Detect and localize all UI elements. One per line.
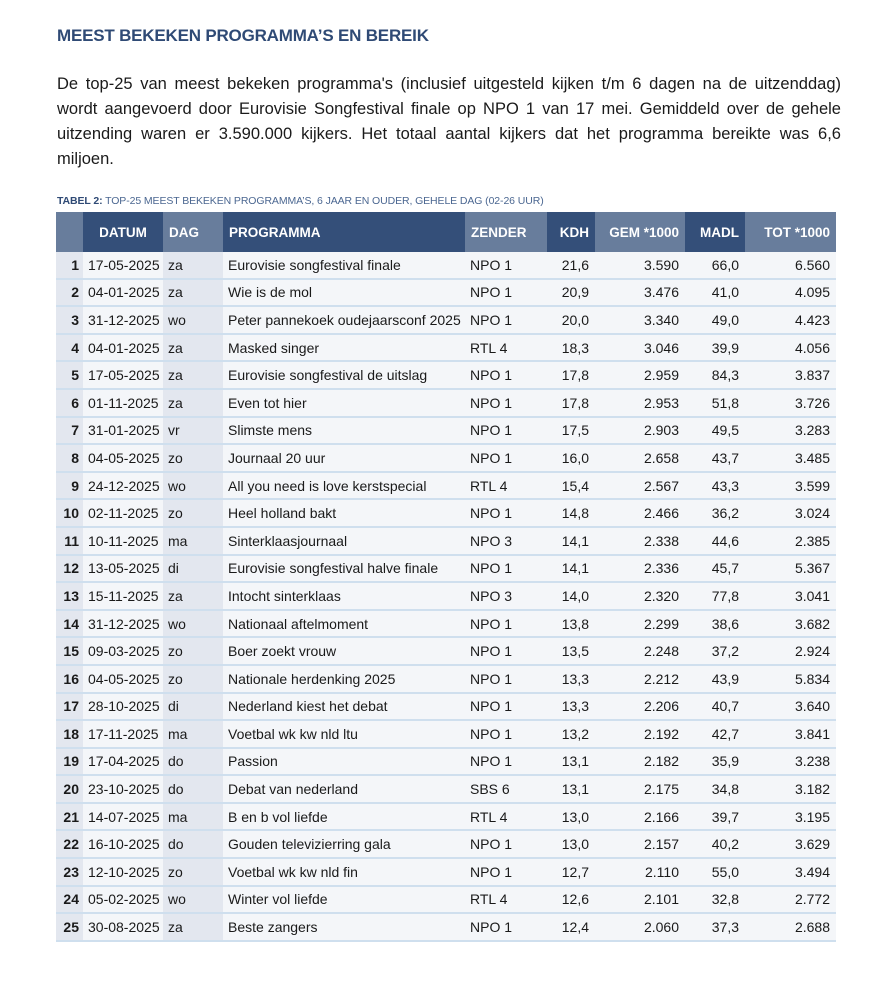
cell-datum: 16-10-2025: [83, 830, 163, 858]
cell-tot: 2.385: [745, 527, 836, 555]
cell-gem: 2.212: [595, 665, 685, 693]
cell-programma: Slimste mens: [223, 417, 465, 445]
cell-rank: 23: [56, 858, 83, 886]
cell-datum: 10-11-2025: [83, 527, 163, 555]
cell-tot: 3.841: [745, 720, 836, 748]
cell-rank: 19: [56, 748, 83, 776]
cell-rank: 20: [56, 775, 83, 803]
cell-datum: 02-11-2025: [83, 499, 163, 527]
cell-gem: 2.959: [595, 361, 685, 389]
col-header-kdh: KDH: [547, 212, 595, 252]
cell-kdh: 13,2: [547, 720, 595, 748]
cell-tot: 3.599: [745, 472, 836, 500]
cell-gem: 2.567: [595, 472, 685, 500]
cell-programma: Heel holland bakt: [223, 499, 465, 527]
cell-dag: zo: [163, 499, 223, 527]
cell-kdh: 17,8: [547, 389, 595, 417]
cell-dag: zo: [163, 444, 223, 472]
intro-paragraph: De top-25 van meest bekeken programma's (inclusief uitgesteld kijken t/m 6 dagen na de uitzenddag) wordt aangevoerd door Eurovisie Songfestival finale op NPO 1 van 17 mei. Gemiddeld over de gehele uitzending waren er 3.590.000 kijkers. Het totaal aantal kijkers dat het programma bereikte was 6,6 miljoen.: [57, 75, 841, 168]
col-header-dag: DAG: [163, 212, 223, 252]
cell-rank: 1: [56, 252, 83, 279]
cell-madl: 39,9: [685, 334, 745, 362]
cell-datum: 30-08-2025: [83, 913, 163, 941]
cell-madl: 41,0: [685, 279, 745, 307]
cell-zender: NPO 1: [465, 693, 547, 721]
cell-datum: 05-02-2025: [83, 886, 163, 914]
cell-gem: 2.110: [595, 858, 685, 886]
cell-dag: za: [163, 913, 223, 941]
cell-tot: 3.238: [745, 748, 836, 776]
cell-tot: 4.095: [745, 279, 836, 307]
cell-dag: wo: [163, 472, 223, 500]
cell-gem: 2.658: [595, 444, 685, 472]
cell-kdh: 14,1: [547, 555, 595, 583]
cell-gem: 2.336: [595, 555, 685, 583]
cell-dag: za: [163, 279, 223, 307]
cell-programma: Even tot hier: [223, 389, 465, 417]
cell-zender: NPO 1: [465, 444, 547, 472]
cell-zender: NPO 1: [465, 720, 547, 748]
cell-zender: NPO 3: [465, 582, 547, 610]
table-row: [56, 444, 836, 472]
cell-dag: za: [163, 389, 223, 417]
cell-dag: zo: [163, 858, 223, 886]
cell-datum: 04-05-2025: [83, 444, 163, 472]
cell-zender: NPO 1: [465, 913, 547, 941]
cell-tot: 3.837: [745, 361, 836, 389]
cell-tot: 3.041: [745, 582, 836, 610]
top25-table: [56, 212, 836, 942]
table-row: [56, 830, 836, 858]
cell-rank: 18: [56, 720, 83, 748]
cell-tot: 5.834: [745, 665, 836, 693]
cell-dag: wo: [163, 306, 223, 334]
cell-datum: 04-01-2025: [83, 334, 163, 362]
table-row: [56, 637, 836, 665]
cell-gem: 2.248: [595, 637, 685, 665]
cell-dag: vr: [163, 417, 223, 445]
cell-dag: za: [163, 252, 223, 279]
cell-datum: 31-12-2025: [83, 610, 163, 638]
cell-rank: 17: [56, 693, 83, 721]
cell-tot: 5.367: [745, 555, 836, 583]
table-caption: [57, 195, 544, 207]
cell-gem: 2.299: [595, 610, 685, 638]
cell-datum: 04-01-2025: [83, 279, 163, 307]
cell-rank: 9: [56, 472, 83, 500]
cell-datum: 17-05-2025: [83, 252, 163, 279]
cell-dag: ma: [163, 803, 223, 831]
cell-madl: 77,8: [685, 582, 745, 610]
col-header-gem: GEM *1000: [595, 212, 685, 252]
cell-tot: 2.688: [745, 913, 836, 941]
cell-rank: 14: [56, 610, 83, 638]
cell-tot: 6.560: [745, 252, 836, 279]
cell-madl: 84,3: [685, 361, 745, 389]
cell-datum: 31-01-2025: [83, 417, 163, 445]
cell-rank: 16: [56, 665, 83, 693]
cell-kdh: 15,4: [547, 472, 595, 500]
table-row: [56, 775, 836, 803]
cell-madl: 49,5: [685, 417, 745, 445]
cell-zender: NPO 1: [465, 637, 547, 665]
cell-programma: Passion: [223, 748, 465, 776]
cell-tot: 3.726: [745, 389, 836, 417]
cell-madl: 43,3: [685, 472, 745, 500]
cell-programma: Intocht sinterklaas: [223, 582, 465, 610]
cell-kdh: 13,1: [547, 775, 595, 803]
cell-dag: zo: [163, 637, 223, 665]
cell-madl: 51,8: [685, 389, 745, 417]
cell-zender: NPO 1: [465, 665, 547, 693]
cell-tot: 4.423: [745, 306, 836, 334]
cell-madl: 66,0: [685, 252, 745, 279]
cell-gem: 2.206: [595, 693, 685, 721]
cell-datum: 14-07-2025: [83, 803, 163, 831]
cell-programma: Nederland kiest het debat: [223, 693, 465, 721]
cell-rank: 11: [56, 527, 83, 555]
cell-tot: 3.494: [745, 858, 836, 886]
col-header-madl: MADL: [685, 212, 745, 252]
cell-rank: 21: [56, 803, 83, 831]
cell-gem: 2.157: [595, 830, 685, 858]
cell-programma: Voetbal wk kw nld fin: [223, 858, 465, 886]
table-row: [56, 858, 836, 886]
cell-kdh: 12,7: [547, 858, 595, 886]
cell-gem: 2.953: [595, 389, 685, 417]
cell-datum: 04-05-2025: [83, 665, 163, 693]
cell-datum: 09-03-2025: [83, 637, 163, 665]
cell-kdh: 13,0: [547, 803, 595, 831]
cell-dag: za: [163, 361, 223, 389]
cell-gem: 3.590: [595, 252, 685, 279]
cell-datum: 01-11-2025: [83, 389, 163, 417]
cell-dag: wo: [163, 886, 223, 914]
cell-rank: 3: [56, 306, 83, 334]
cell-gem: 3.340: [595, 306, 685, 334]
cell-zender: NPO 1: [465, 858, 547, 886]
cell-zender: NPO 1: [465, 306, 547, 334]
cell-zender: NPO 3: [465, 527, 547, 555]
table-row: [56, 582, 836, 610]
table-caption-label: TABEL 2:: [57, 195, 103, 207]
cell-dag: do: [163, 748, 223, 776]
cell-datum: 12-10-2025: [83, 858, 163, 886]
cell-tot: 3.485: [745, 444, 836, 472]
cell-gem: 2.166: [595, 803, 685, 831]
cell-kdh: 20,0: [547, 306, 595, 334]
cell-kdh: 20,9: [547, 279, 595, 307]
cell-tot: 3.195: [745, 803, 836, 831]
cell-programma: Winter vol liefde: [223, 886, 465, 914]
cell-zender: RTL 4: [465, 803, 547, 831]
cell-rank: 7: [56, 417, 83, 445]
cell-datum: 17-11-2025: [83, 720, 163, 748]
cell-dag: ma: [163, 720, 223, 748]
col-header-rank: [56, 212, 83, 252]
cell-tot: 3.682: [745, 610, 836, 638]
cell-madl: 39,7: [685, 803, 745, 831]
table-row: [56, 361, 836, 389]
cell-datum: 17-04-2025: [83, 748, 163, 776]
table-row: [56, 389, 836, 417]
cell-kdh: 13,3: [547, 665, 595, 693]
col-header-zender: ZENDER: [465, 212, 547, 252]
cell-programma: Nationaal aftelmoment: [223, 610, 465, 638]
cell-madl: 37,2: [685, 637, 745, 665]
cell-gem: 2.903: [595, 417, 685, 445]
cell-dag: ma: [163, 527, 223, 555]
cell-madl: 37,3: [685, 913, 745, 941]
cell-programma: Journaal 20 uur: [223, 444, 465, 472]
table-caption-text: TOP-25 MEEST BEKEKEN PROGRAMMA’S, 6 JAAR EN OUDER, GEHELE DAG (02-26 UUR): [102, 195, 544, 207]
table-row: [56, 472, 836, 500]
cell-programma: Eurovisie songfestival finale: [223, 252, 465, 279]
cell-programma: Sinterklaasjournaal: [223, 527, 465, 555]
cell-zender: NPO 1: [465, 417, 547, 445]
table-row: [56, 913, 836, 941]
cell-kdh: 13,3: [547, 693, 595, 721]
cell-rank: 8: [56, 444, 83, 472]
cell-programma: Debat van nederland: [223, 775, 465, 803]
cell-gem: 2.466: [595, 499, 685, 527]
table-row: [56, 555, 836, 583]
cell-kdh: 14,8: [547, 499, 595, 527]
col-header-datum: DATUM: [83, 212, 163, 252]
cell-datum: 15-11-2025: [83, 582, 163, 610]
cell-tot: 3.629: [745, 830, 836, 858]
cell-gem: 2.060: [595, 913, 685, 941]
cell-madl: 42,7: [685, 720, 745, 748]
table-row: [56, 665, 836, 693]
cell-dag: za: [163, 334, 223, 362]
col-header-tot: TOT *1000: [745, 212, 836, 252]
cell-gem: 2.320: [595, 582, 685, 610]
cell-zender: RTL 4: [465, 472, 547, 500]
cell-rank: 12: [56, 555, 83, 583]
cell-madl: 43,9: [685, 665, 745, 693]
table-row: [56, 334, 836, 362]
cell-dag: di: [163, 693, 223, 721]
table-header-row: [56, 212, 836, 252]
cell-madl: 34,8: [685, 775, 745, 803]
cell-programma: Gouden televizierring gala: [223, 830, 465, 858]
cell-gem: 2.182: [595, 748, 685, 776]
cell-kdh: 13,0: [547, 830, 595, 858]
table-row: [56, 610, 836, 638]
cell-rank: 25: [56, 913, 83, 941]
cell-tot: 3.283: [745, 417, 836, 445]
cell-dag: di: [163, 555, 223, 583]
cell-zender: SBS 6: [465, 775, 547, 803]
cell-madl: 38,6: [685, 610, 745, 638]
cell-kdh: 14,0: [547, 582, 595, 610]
cell-rank: 4: [56, 334, 83, 362]
table-row: [56, 306, 836, 334]
cell-kdh: 17,8: [547, 361, 595, 389]
cell-datum: 23-10-2025: [83, 775, 163, 803]
cell-programma: Peter pannekoek oudejaarsconf 2025: [223, 306, 465, 334]
table-row: [56, 693, 836, 721]
cell-kdh: 12,4: [547, 913, 595, 941]
cell-gem: 2.192: [595, 720, 685, 748]
cell-rank: 13: [56, 582, 83, 610]
cell-programma: B en b vol liefde: [223, 803, 465, 831]
cell-zender: RTL 4: [465, 886, 547, 914]
table-row: [56, 527, 836, 555]
cell-programma: Nationale herdenking 2025: [223, 665, 465, 693]
cell-madl: 55,0: [685, 858, 745, 886]
table-body: [56, 252, 836, 941]
cell-kdh: 16,0: [547, 444, 595, 472]
cell-gem: 3.046: [595, 334, 685, 362]
table-row: [56, 279, 836, 307]
cell-datum: 24-12-2025: [83, 472, 163, 500]
cell-zender: NPO 1: [465, 830, 547, 858]
cell-zender: NPO 1: [465, 279, 547, 307]
cell-kdh: 18,3: [547, 334, 595, 362]
cell-datum: 13-05-2025: [83, 555, 163, 583]
cell-rank: 24: [56, 886, 83, 914]
table-row: [56, 886, 836, 914]
cell-datum: 28-10-2025: [83, 693, 163, 721]
cell-madl: 40,7: [685, 693, 745, 721]
cell-rank: 2: [56, 279, 83, 307]
table-row: [56, 417, 836, 445]
cell-zender: NPO 1: [465, 555, 547, 583]
cell-madl: 36,2: [685, 499, 745, 527]
cell-dag: wo: [163, 610, 223, 638]
cell-rank: 22: [56, 830, 83, 858]
cell-rank: 5: [56, 361, 83, 389]
cell-madl: 32,8: [685, 886, 745, 914]
cell-madl: 43,7: [685, 444, 745, 472]
cell-tot: 3.640: [745, 693, 836, 721]
cell-zender: NPO 1: [465, 610, 547, 638]
cell-madl: 49,0: [685, 306, 745, 334]
cell-gem: 2.175: [595, 775, 685, 803]
cell-kdh: 13,8: [547, 610, 595, 638]
cell-madl: 40,2: [685, 830, 745, 858]
cell-kdh: 14,1: [547, 527, 595, 555]
cell-datum: 17-05-2025: [83, 361, 163, 389]
cell-kdh: 13,1: [547, 748, 595, 776]
table-row: [56, 499, 836, 527]
cell-dag: za: [163, 582, 223, 610]
cell-zender: NPO 1: [465, 361, 547, 389]
table-row: [56, 748, 836, 776]
cell-zender: NPO 1: [465, 748, 547, 776]
cell-tot: 4.056: [745, 334, 836, 362]
cell-kdh: 13,5: [547, 637, 595, 665]
cell-dag: do: [163, 775, 223, 803]
cell-tot: 3.024: [745, 499, 836, 527]
cell-zender: RTL 4: [465, 334, 547, 362]
cell-tot: 2.924: [745, 637, 836, 665]
cell-tot: 2.772: [745, 886, 836, 914]
cell-programma: Voetbal wk kw nld ltu: [223, 720, 465, 748]
cell-kdh: 17,5: [547, 417, 595, 445]
cell-kdh: 21,6: [547, 252, 595, 279]
cell-gem: 2.101: [595, 886, 685, 914]
cell-kdh: 12,6: [547, 886, 595, 914]
cell-programma: Eurovisie songfestival de uitslag: [223, 361, 465, 389]
cell-rank: 6: [56, 389, 83, 417]
cell-tot: 3.182: [745, 775, 836, 803]
cell-dag: do: [163, 830, 223, 858]
cell-dag: zo: [163, 665, 223, 693]
cell-madl: 35,9: [685, 748, 745, 776]
cell-programma: Boer zoekt vrouw: [223, 637, 465, 665]
cell-programma: Wie is de mol: [223, 279, 465, 307]
cell-programma: Eurovisie songfestival halve finale: [223, 555, 465, 583]
cell-rank: 15: [56, 637, 83, 665]
cell-gem: 2.338: [595, 527, 685, 555]
cell-gem: 3.476: [595, 279, 685, 307]
table-row: [56, 803, 836, 831]
cell-programma: All you need is love kerstspecial: [223, 472, 465, 500]
col-header-programma: PROGRAMMA: [223, 212, 465, 252]
cell-zender: NPO 1: [465, 389, 547, 417]
table-row: [56, 720, 836, 748]
cell-programma: Beste zangers: [223, 913, 465, 941]
cell-rank: 10: [56, 499, 83, 527]
cell-zender: NPO 1: [465, 252, 547, 279]
section-heading: MEEST BEKEKEN PROGRAMMA’S EN BEREIK: [57, 26, 429, 45]
cell-madl: 44,6: [685, 527, 745, 555]
cell-madl: 45,7: [685, 555, 745, 583]
table-row: [56, 252, 836, 279]
cell-zender: NPO 1: [465, 499, 547, 527]
cell-programma: Masked singer: [223, 334, 465, 362]
cell-datum: 31-12-2025: [83, 306, 163, 334]
